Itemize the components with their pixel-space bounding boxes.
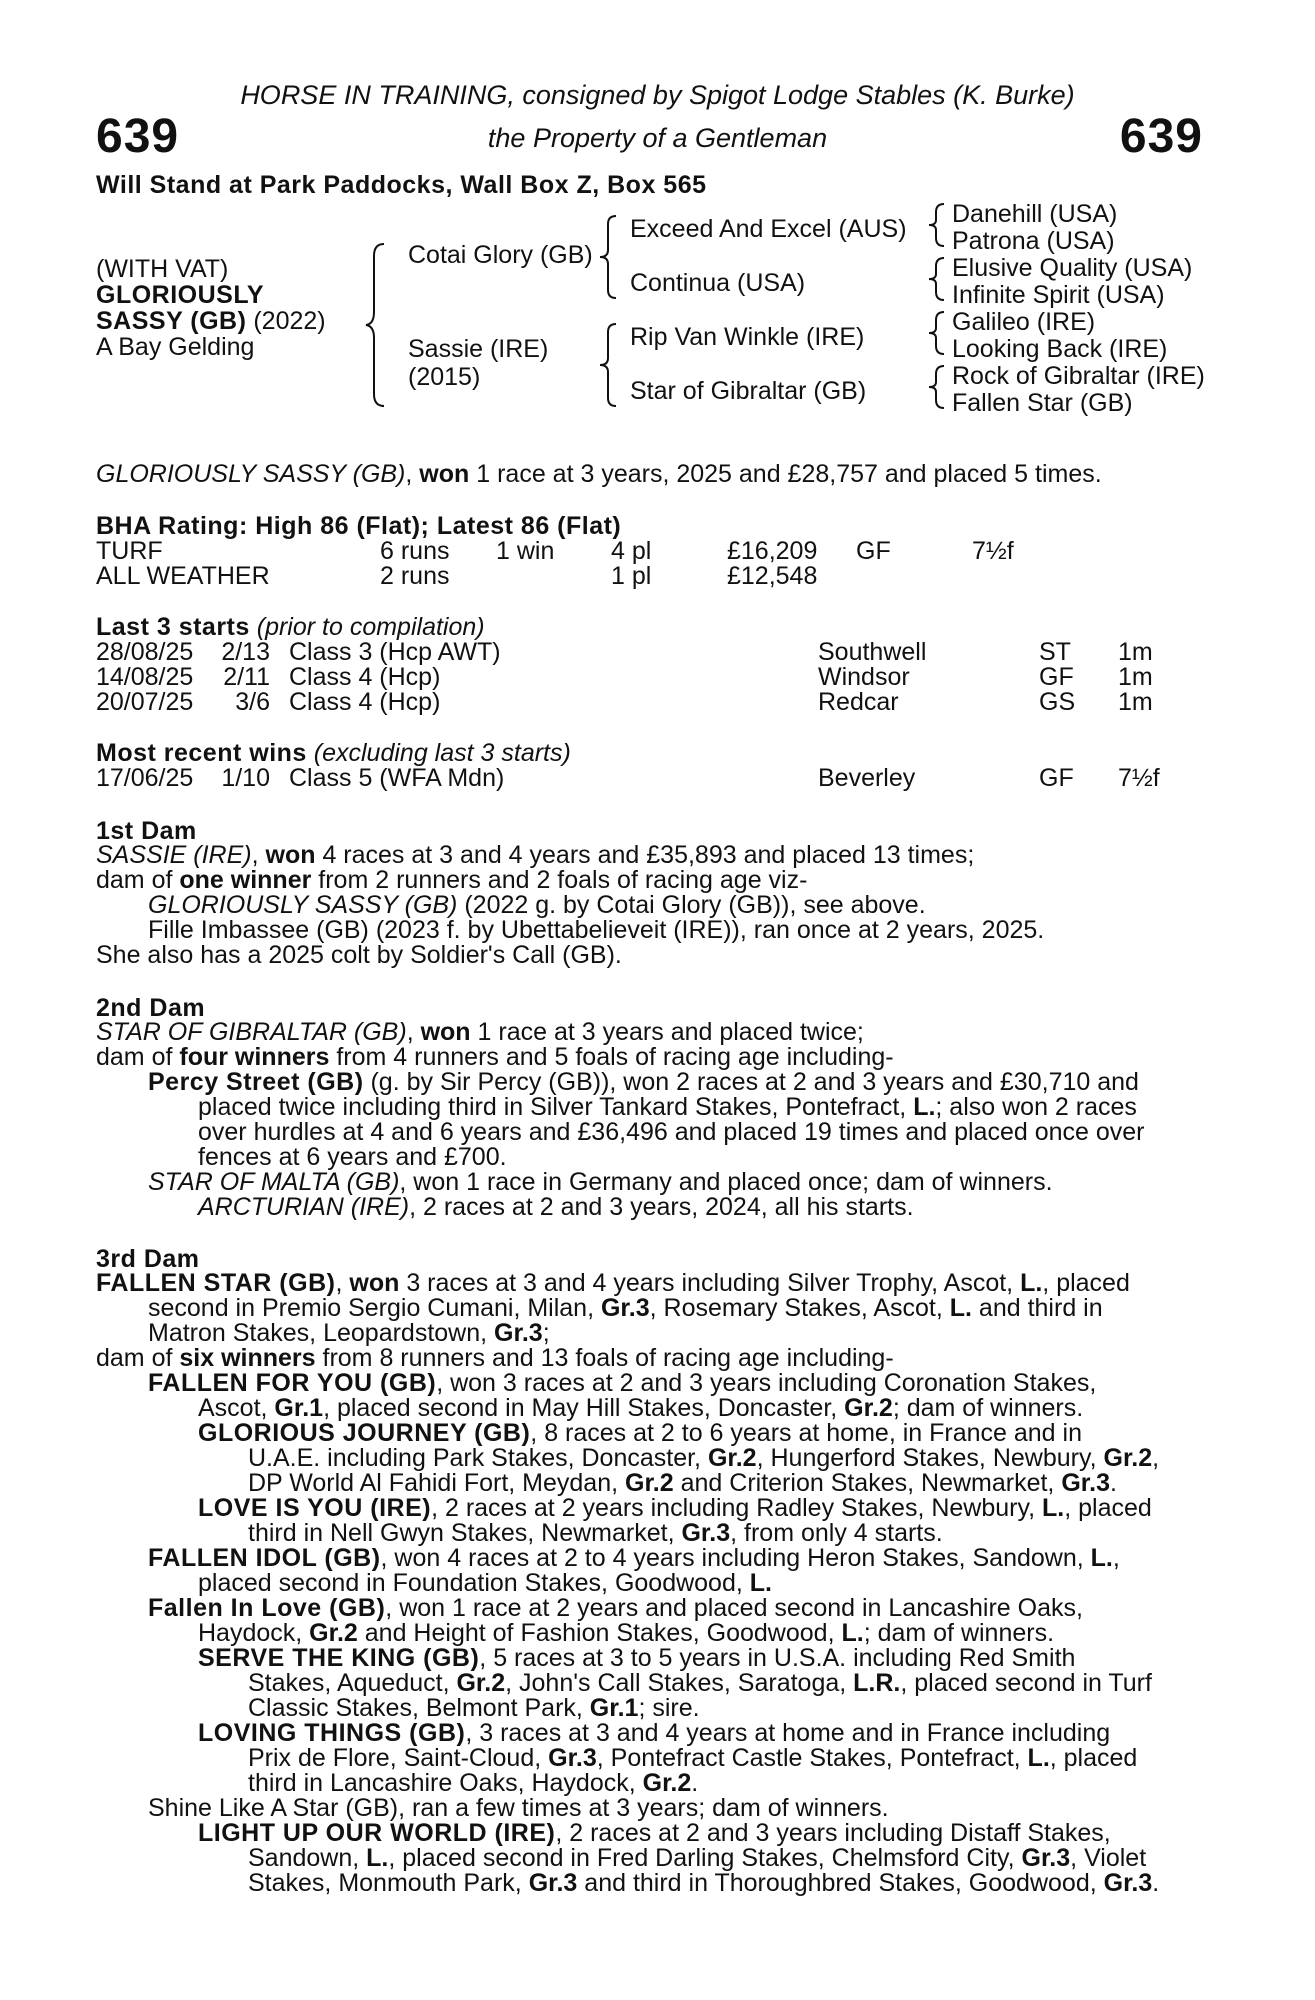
last-start-cell-pos: 2/11 [223,663,270,691]
percy-listed: L. [913,1093,936,1121]
gj-line1 [198,1421,1082,1447]
stk-t3a: Classic Stakes, Belmont Park, [248,1694,590,1722]
arcturian-rest: , 2 races at 2 and 3 years, 2024, all his starts. [409,1193,914,1221]
fi-t1b: L. [1090,1544,1113,1572]
dam1-line1: SASSIE (IRE), won 4 races at 3 and 4 years and £35,893 and placed 13 times; [96,841,975,869]
summary-name: GLORIOUSLY SASSY (GB) [96,460,406,488]
luow-t3e: . [1152,1869,1160,1897]
gj-name: GLORIOUS JOURNEY (GB) [198,1419,531,1447]
recent-win-cell-going: GF [1039,764,1074,792]
stk-t2c: , John's Call Stakes, Saratoga, [505,1669,854,1697]
fallen-star-line1: FALLEN STAR (GB), won 3 races at 3 and 4 years including Silver Trophy, Ascot, L., placed [96,1269,1130,1297]
rating-cell-earnings: £16,209 [727,537,818,565]
pedigree-g7: Rock of Gibraltar (IRE) [952,362,1205,390]
dam2-name: STAR OF GIBRALTAR (GB) [96,1018,407,1046]
pedigree-sire-sire: Exceed And Excel (AUS) [630,215,907,243]
lot-number-right: 639 [1119,110,1203,163]
pedigree-g2: Patrona (USA) [952,227,1115,255]
horse-name-line2 [96,308,326,334]
pedigree-dam: Sassie (IRE) [408,335,549,363]
last-start-cell-class: Class 4 (Hcp) [289,663,441,691]
luow-t2c: , placed second in Fred Darling Stakes, Chelmsford City, [388,1844,1022,1872]
pedigree-dam-dam: Star of Gibraltar (GB) [630,377,867,405]
malta-rest: , won 1 race in Germany and placed once; dam of winners. [399,1168,1053,1196]
property-line: the Property of a Gentleman [487,123,828,153]
gj-t1: , 8 races at 2 to 6 years at home, in France and in [530,1419,1082,1447]
stk-t2e: , placed second in Turf [900,1669,1152,1697]
dam1-line5: She also has a 2025 colt by Soldier's Call (GB). [96,941,622,969]
gj-t2a: U.A.E. including Park Stakes, Doncaster, [248,1444,708,1472]
rating-cell-wins: 1 win [496,537,555,565]
fil-t1: , won 1 race at 2 years and placed second in Lancashire Oaks, [385,1594,1083,1622]
lt-t2d: L. [1027,1744,1050,1772]
rating-cell-placed: 4 pl [611,537,652,565]
fs-t3b: Gr.3 [494,1319,543,1347]
stk-name: SERVE THE KING (GB) [198,1644,480,1672]
last-starts-title: Last 3 starts [96,613,250,641]
dam1-line4: Fille Imbassee (GB) (2023 f. by Ubettabelieveit (IRE)), ran once at 2 years, 2025. [148,916,1045,944]
gj-t3b: Gr.2 [625,1469,674,1497]
fil-line2 [198,1621,1054,1647]
luow-t3d: Gr.3 [1103,1869,1153,1897]
malta-line [148,1170,1053,1196]
percy-text2c: ; also won 2 races [935,1093,1137,1121]
fi-t1c: , [1112,1544,1120,1572]
liy-t2b: Gr.3 [681,1519,731,1547]
last-start-cell-class: Class 4 (Hcp) [289,688,441,716]
fil-t2a: Haydock, [198,1619,310,1647]
ffy-t1: , won 3 races at 2 and 3 years including Coronation Stakes, [436,1369,1097,1397]
fi-t2b: L. [749,1569,772,1597]
dam2-won: won [420,1018,471,1046]
last-start-cell-dist: 1m [1118,638,1153,666]
stk-t3b: Gr.1 [589,1694,639,1722]
luow-t1: , 2 races at 2 and 3 years including Distaff Stakes, [555,1819,1111,1847]
liy-t1b: L. [1042,1494,1065,1522]
pedigree-g1: Danehill (USA) [952,200,1118,228]
luow-t2a: Sandown, [248,1844,367,1872]
ffy-t2d: Gr.2 [844,1394,893,1422]
fs-t1c: , placed [1042,1269,1130,1297]
rating-cell-runs: 6 runs [380,537,450,565]
pedigree-g6: Looking Back (IRE) [952,335,1168,363]
gj-line3 [248,1471,1117,1497]
last-start-cell-going: GS [1039,688,1076,716]
rating-cell-earnings: £12,548 [727,562,818,590]
arcturian-line [198,1195,914,1221]
malta-name: STAR OF MALTA (GB) [148,1168,400,1196]
ffy-name: FALLEN FOR YOU (GB) [148,1369,437,1397]
horse-description: A Bay Gelding [96,333,255,361]
last-start-cell-pos: 2/13 [221,638,270,666]
liy-t1a: , 2 races at 2 years including Radley Stakes, Newbury, [431,1494,1043,1522]
recent-win-cell-pos: 1/10 [221,764,270,792]
ffy-t2a: Ascot, [198,1394,275,1422]
luow-line1 [198,1821,1111,1847]
dam1-title: 1st Dam [96,817,197,845]
last-start-cell-class: Class 3 (Hcp AWT) [289,638,501,666]
fs-t2e: and third in [971,1294,1103,1322]
fs-t1b: L. [1020,1269,1043,1297]
location-line: Will Stand at Park Paddocks, Wall Box Z, Box 565 [96,171,707,199]
luow-line2 [248,1846,1146,1872]
lt-t2e: , placed [1049,1744,1138,1772]
sla-line: Shine Like A Star (GB), ran a few times at 3 years; dam of winners. [148,1794,889,1822]
stk-line1 [198,1646,1075,1672]
lt-line1 [198,1721,1110,1747]
ffy-line2 [198,1396,1083,1422]
dam2-damof: dam of [96,1043,180,1071]
dam1-line3 [148,893,926,919]
rating-cell-placed: 1 pl [611,562,652,590]
luow-t3b: Gr.3 [528,1869,578,1897]
dam1-record: 4 races at 3 and 4 years and £35,893 and placed 13 times; [315,841,975,869]
pedigree-g5: Galileo (IRE) [952,308,1096,336]
lot-number-left: 639 [96,110,180,163]
liy-line1 [198,1496,1152,1522]
fallen-star-name: FALLEN STAR (GB) [96,1269,336,1297]
percy-line4: fences at 6 years and £700. [198,1143,507,1171]
dam2-title: 2nd Dam [96,994,206,1022]
lt-t2b: Gr.3 [548,1744,597,1772]
horse-name-part: SASSY (GB) [96,307,247,335]
ffy-line1 [148,1371,1096,1397]
fi-line2 [198,1571,772,1597]
dam2-line2 [96,1045,894,1071]
liy-name: LOVE IS YOU (IRE) [198,1494,432,1522]
pedigree-g8: Fallen Star (GB) [952,389,1133,417]
last-start-cell-date: 14/08/25 [96,663,194,691]
recent-win-cell-date: 17/06/25 [96,764,194,792]
luow-t2d: Gr.3 [1021,1844,1071,1872]
luow-t2e: , Violet [1070,1844,1147,1872]
lt-t2a: Prix de Flore, Saint-Cloud, [248,1744,549,1772]
fi-name: FALLEN IDOL (GB) [148,1544,381,1572]
pedigree-sire-dam: Continua (USA) [630,269,806,297]
lt-t3a: third in Lancashire Oaks, Haydock, [248,1769,643,1797]
last-start-cell-dist: 1m [1118,688,1153,716]
dam2-runners: from 4 runners and 5 foals of racing age including- [329,1043,894,1071]
last-starts-heading [96,614,485,641]
rating-cell-runs: 2 runs [380,562,450,590]
pedigree-sire: Cotai Glory (GB) [408,241,593,269]
lt-line3 [248,1771,698,1797]
ffy-t2c: , placed second in May Hill Stakes, Doncaster, [323,1394,845,1422]
percy-line1 [148,1070,1139,1096]
stk-t2d: L.R. [853,1669,901,1697]
rating-cell-distance: 7½f [972,537,1014,565]
last-start-cell-going: ST [1039,638,1071,666]
dam3-winners: six winners [179,1344,316,1372]
lt-t2c: , Pontefract Castle Stakes, Pontefract, [596,1744,1028,1772]
dam3-runners: from 8 runners and 13 foals of racing age including- [315,1344,894,1372]
last-start-cell-dist: 1m [1118,663,1153,691]
fil-t2d: L. [841,1619,864,1647]
dam3-damof: dam of [96,1344,180,1372]
dam-brace [596,320,620,410]
ffy-t2e: ; dam of winners. [892,1394,1084,1422]
gj-t2b: Gr.2 [707,1444,757,1472]
fallen-star-line2 [148,1296,1103,1322]
fil-t2b: Gr.2 [309,1619,358,1647]
recent-win-cell-class: Class 5 (WFA Mdn) [289,764,505,792]
arcturian-name: ARCTURIAN (IRE) [198,1193,410,1221]
fallen-star-won: won [349,1269,400,1297]
fs-t2b: Gr.3 [600,1294,650,1322]
last-start-cell-date: 28/08/25 [96,638,194,666]
luow-t3a: Stakes, Monmouth Park, [248,1869,529,1897]
last-start-cell-going: GF [1039,663,1074,691]
horse-name-line1: GLORIOUSLY [96,281,264,309]
stk-t3c: ; sire. [638,1694,700,1722]
stk-t2b: Gr.2 [456,1669,506,1697]
recent-win-cell-dist: 7½f [1118,764,1160,792]
dam2-winners: four winners [179,1043,330,1071]
fs-t3c: ; [542,1319,550,1347]
pedigree-g3: Elusive Quality (USA) [952,254,1193,282]
lt-line2 [248,1746,1137,1772]
horse-year: (2022) [246,307,326,335]
percy-name: Percy Street (GB) [148,1068,364,1096]
liy-t1c: , placed [1064,1494,1152,1522]
last-start-cell-course: Southwell [818,638,927,666]
grandsire-braces [926,200,948,420]
last-start-cell-course: Redcar [818,688,899,716]
luow-t2b: L. [366,1844,389,1872]
last-starts-note: (prior to compilation) [249,613,485,641]
liy-line2 [248,1521,943,1547]
gj-line2 [248,1446,1159,1472]
recent-wins-title: Most recent wins [96,739,307,767]
luow-name: LIGHT UP OUR WORLD (IRE) [198,1819,556,1847]
consignment-line: HORSE IN TRAINING, consigned by Spigot Lodge Stables (K. Burke) [240,80,1075,110]
dam1-foal1-rest: (2022 g. by Cotai Glory (GB)), see above. [457,891,926,919]
fs-t2d: L. [949,1294,972,1322]
rating-cell-going: GF [856,537,891,565]
pedigree-main-brace [360,240,390,410]
stk-line2 [248,1671,1152,1697]
dam1-line2 [96,868,807,894]
ffy-t2b: Gr.1 [274,1394,324,1422]
liy-t2a: third in Nell Gwyn Stakes, Newmarket, [248,1519,682,1547]
lt-t3c: . [691,1769,699,1797]
recent-wins-note: (excluding last 3 starts) [306,739,571,767]
pedigree-dam-year: (2015) [408,363,481,391]
summary-won: won [419,460,470,488]
fs-t2a: second in Premio Sergio Cumani, Milan, [148,1294,601,1322]
luow-t3c: and third in Thoroughbred Stakes, Goodwood, [577,1869,1104,1897]
stk-t1: , 5 races at 3 to 5 years in U.S.A. including Red Smith [479,1644,1076,1672]
gj-t3c: and Criterion Stakes, Newmarket, [673,1469,1062,1497]
fallen-star-line3 [148,1321,550,1347]
lt-name: LOVING THINGS (GB) [198,1719,466,1747]
dam1-damof: dam of [96,866,180,894]
pedigree-dam-sire: Rip Van Winkle (IRE) [630,323,865,351]
last-start-cell-date: 20/07/25 [96,688,194,716]
gj-t2d: Gr.2 [1103,1444,1153,1472]
gj-t2e: , [1152,1444,1160,1472]
fil-t2e: ; dam of winners. [863,1619,1055,1647]
last-start-cell-course: Windsor [818,663,910,691]
last-start-cell-pos: 3/6 [235,688,270,716]
percy-line2 [198,1095,1137,1121]
fs-t2c: , Rosemary Stakes, Ascot, [649,1294,950,1322]
dam1-winners: one winner [179,866,312,894]
dam1-name: SASSIE (IRE) [96,841,252,869]
fi-t1a: , won 4 races at 2 to 4 years including Heron Stakes, Sandown, [380,1544,1091,1572]
percy-line3: over hurdles at 4 and 6 years and £36,496 and placed 19 times and placed once over [198,1118,1145,1146]
summary-line: GLORIOUSLY SASSY (GB), won 1 race at 3 years, 2025 and £28,757 and placed 5 times. [96,460,1102,488]
vat-note: (WITH VAT) [96,255,229,283]
recent-win-cell-course: Beverley [818,764,916,792]
rating-cell-surface: ALL WEATHER [96,562,270,590]
fil-line1 [148,1596,1083,1622]
dam1-runners: from 2 runners and 2 foals of racing age viz- [311,866,808,894]
recent-wins-heading [96,740,571,767]
fs-t1: 3 races at 3 and 4 years including Silver Trophy, Ascot, [399,1269,1021,1297]
luow-line3 [248,1871,1159,1897]
fi-line1 [148,1546,1120,1572]
percy-text1: (g. by Sir Percy (GB)), won 2 races at 2 and 3 years and £30,710 and [363,1068,1139,1096]
stk-t2a: Stakes, Aqueduct, [248,1669,457,1697]
pedigree-g4: Infinite Spirit (USA) [952,281,1165,309]
lt-t3b: Gr.2 [642,1769,692,1797]
sire-brace [596,212,620,302]
fi-t2a: placed second in Foundation Stakes, Goodwood, [198,1569,750,1597]
percy-text2a: placed twice including third in Silver Tankard Stakes, Pontefract, [198,1093,914,1121]
dam1-won: won [265,841,316,869]
dam3-title: 3rd Dam [96,1245,200,1273]
summary-text: 1 race at 3 years, 2025 and £28,757 and placed 5 times. [469,460,1102,488]
gj-t3e: . [1109,1469,1117,1497]
dam2-line1: STAR OF GIBRALTAR (GB), won 1 race at 3 years and placed twice; [96,1018,864,1046]
rating-title: BHA Rating: High 86 (Flat); Latest 86 (Flat) [96,512,622,540]
liy-t2c: , from only 4 starts. [730,1519,943,1547]
gj-t2c: , Hungerford Stakes, Newbury, [756,1444,1104,1472]
dam2-record: 1 race at 3 years and placed twice; [470,1018,864,1046]
fil-t2c: and Height of Fashion Stakes, Goodwood, [357,1619,842,1647]
lt-t1: , 3 races at 3 and 4 years at home and in France including [465,1719,1111,1747]
dam1-foal1-name: GLORIOUSLY SASSY (GB) [148,891,458,919]
fil-name: Fallen In Love (GB) [148,1594,386,1622]
gj-t3d: Gr.3 [1061,1469,1110,1497]
gj-t3a: DP World Al Fahidi Fort, Meydan, [248,1469,626,1497]
stk-line3 [248,1696,700,1722]
dam3-damof-line [96,1346,894,1372]
rating-cell-surface: TURF [96,537,163,565]
fs-t3a: Matron Stakes, Leopardstown, [148,1319,495,1347]
